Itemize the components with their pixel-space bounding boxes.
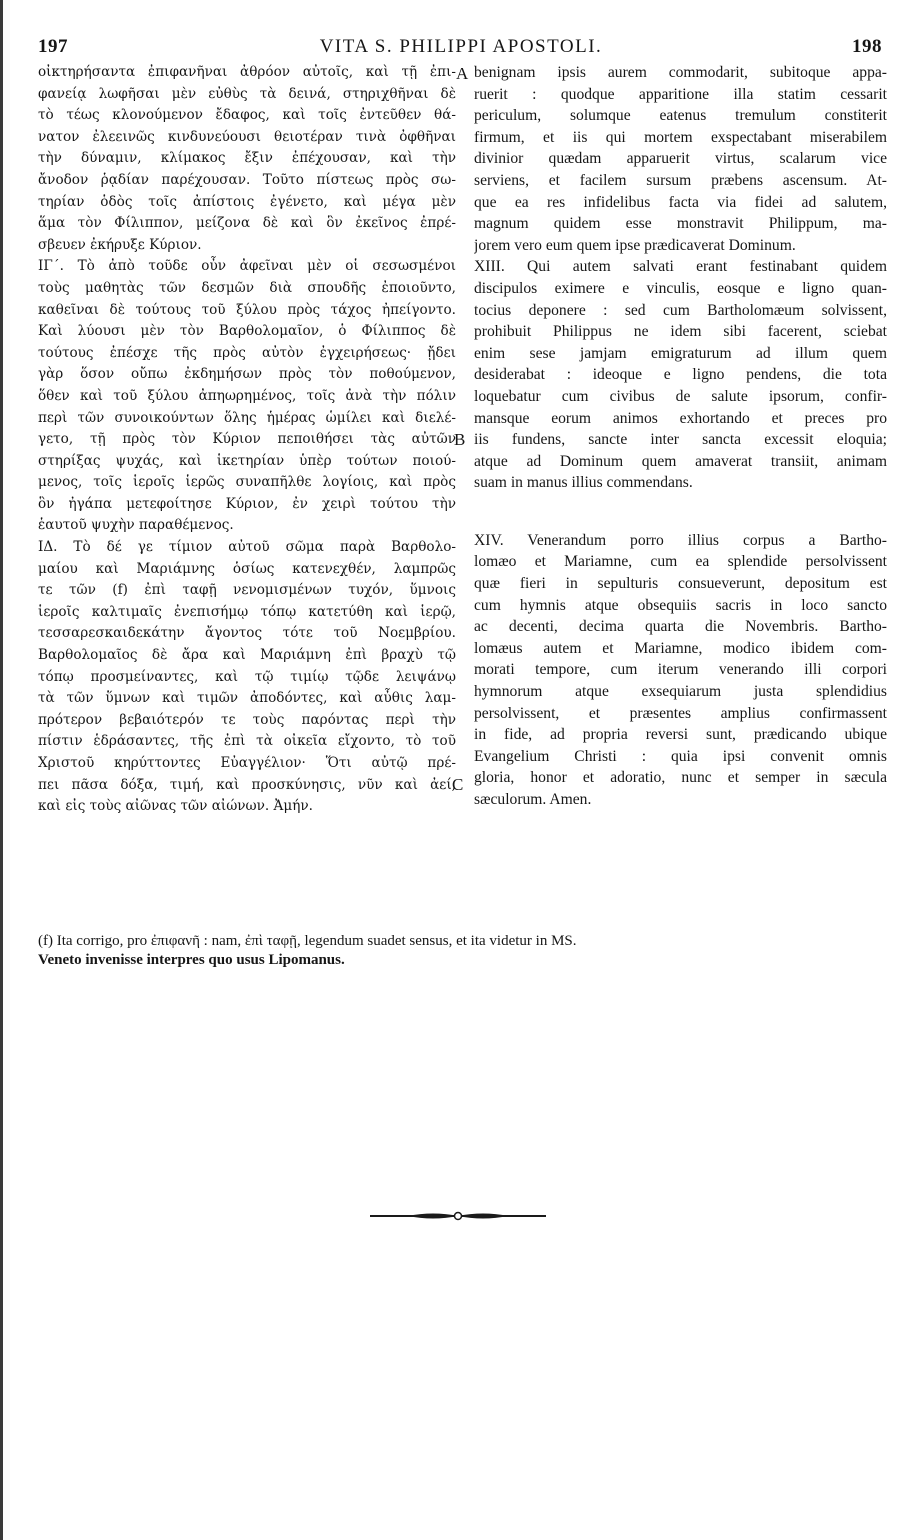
text-line: ἅμα τὸν Φίλιππον, μείζονα δὲ καὶ ὃν ἐκεῖνος ἐπρέ-	[38, 215, 456, 232]
text-line: καθεῖναι δὲ τούτους τοῦ ξύλου πρὸς τάχος ἠπείγοντο.	[38, 301, 456, 318]
text-line: πρότερον βεβαιότερόν τε τοὺς παρόντας περὶ τὴν	[38, 711, 456, 728]
text-line: νατον ἐλεεινῶς κινδυνεύουσι θειοτέραν τινὰ ὀφθῆναι	[38, 128, 456, 145]
section-gap	[474, 494, 887, 530]
text-line: que ea res infidelibus facta via fidei ad salutem,	[474, 193, 887, 211]
text-line: loquebatur cum civibus de salute ipsorum, confir-	[474, 387, 887, 405]
text-line: τεσσαρεσκαιδεκάτην ἄγοντος τότε τοῦ Νοεμβρίου.	[38, 625, 456, 642]
text-line: οἰκτηρήσαντα ἐπιφανῆναι ἀθρόον αὐτοῖς, καὶ τῇ ἐπι-	[38, 64, 456, 80]
text-line: in fide, ad propria reversi sunt, prædicando ubique	[474, 726, 887, 744]
text-line: τὸ τέως κλονούμενον ἔδαφος, καὶ τοῖς ἐντεῦθεν θά-	[38, 107, 456, 124]
text-line: XIII. Qui autem salvati erant festinabant quidem	[474, 258, 887, 276]
margin-marker-c: C	[452, 775, 464, 794]
text-line: benignam ipsis aurem commodarit, subitoque appa-	[474, 64, 887, 81]
text-line: ὃν ἠγάπα μετεφοίτησε Κύριον, ἐν χειρὶ τούτου τὴν	[38, 495, 456, 512]
text-line: lomæo et Mariamne, cum ea splendide persolvissent	[474, 553, 887, 571]
text-line: στηρίξας ψυχάς, καὶ ἱκετηρίαν ὑπὲρ τούτων ποιού-	[38, 452, 456, 469]
text-line: suam in manus illius commendans.	[474, 474, 693, 492]
text-line: firmum, et iis qui mortem exspectabant miserabilem	[474, 128, 887, 146]
text-line: gloria, honor et adoratio, nunc et semper in sæcula	[474, 769, 887, 787]
text-line: ΙΔ. Τὸ δέ γε τίμιον αὐτοῦ σῶμα παρὰ Βαρθολο-	[38, 539, 456, 556]
text-line: prohibuit Philippus ne idem sibi facerent, sciebat	[474, 323, 887, 341]
right-page-number: 198	[852, 36, 882, 57]
footnote-line: (f) Ita corrigo, pro ἐπιφανῆ : nam, ἐπὶ ταφῇ, legendum suadet sensus, et ita videtur in MS.	[38, 933, 577, 949]
running-title: VITA S. PHILIPPI APOSTOLI.	[319, 36, 603, 57]
text-line: XIV. Venerandum porro illius corpus a Bartho-	[474, 531, 887, 549]
text-line: quæ fieri in sepulturis consueverunt, depositum est	[474, 575, 887, 593]
text-line: sæculorum. Amen.	[474, 791, 592, 808]
left-page-number: 197	[38, 36, 68, 57]
text-line: atque ad Dominum quem amaverat transiit, animam	[474, 452, 887, 470]
end-ornament	[368, 1209, 548, 1223]
text-line: ἄνοδον ῥᾳδίαν παρέχουσαν. Τοῦτο πίστεως πρὸς σω-	[38, 171, 456, 188]
text-line: magnum quidem esse monstravit Philippum, ma-	[474, 215, 887, 233]
text-line: μαίου καὶ Μαριάμνης ὁσίως κατενεχθέν, λαμπρῶς	[38, 560, 456, 577]
text-line: περὶ τῶν συνοικούντων ὅλης ἡμέρας ὡμίλει καὶ διελέ-	[38, 409, 456, 426]
text-line: τὰ τῶν ὕμνων καὶ τιμῶν ἀποδόντες, καὶ αὖθις λαμ-	[38, 690, 456, 707]
text-line: morati tempore, cum iterum venerando illi corpori	[474, 661, 887, 679]
text-line: enim sese jamjam emigraturum ad illum quem	[474, 344, 887, 362]
text-line: persolvissent, et præsentes amplius confirmassent	[474, 704, 887, 722]
footnote-line: Veneto invenisse interpres quo usus Lipomanus.	[38, 952, 345, 968]
text-line: ἱεροῖς καλτιμαῖς ἐνεπισήμῳ τόπῳ κατετύθη καὶ ἱερῷ,	[38, 603, 456, 620]
text-line: periculum, solumque eatenus tremulum constiterit	[474, 107, 887, 125]
text-line: τηρίαν ὁδὸς τοῖς ἀπίστοις ἐγένετο, καὶ μέγα μὲν	[38, 193, 456, 210]
text-line: tocius deponere : sed cum Bartholomæum solvissent,	[474, 301, 887, 319]
text-line: τούτους ἐπέσχε τῆς πρὸς αὐτὸν ἐγχειρήσεως· ᾔδει	[38, 344, 456, 361]
text-line: ac decenti, decima quarta die Novembris. Bartho-	[474, 618, 887, 636]
text-line: hymnorum atque exsequiarum justa splendidius	[474, 683, 887, 701]
text-line: mansque eorum animos exhortando et preces pro	[474, 409, 887, 427]
text-line: φανείᾳ λωφῆσαι μὲν εὐθὺς τὰ δεινά, στηριχθῆναι δὲ	[38, 85, 456, 102]
text-line: iis fundens, sancte inter sancta excessit eloquia;	[474, 431, 887, 449]
text-line: σβευεν ἐκήρυξε Κύριον.	[38, 236, 202, 253]
text-line: μενος, τοῖς ἱεροῖς ἱερῶς συναπῆλθε λογίοις, καὶ πρὸς	[38, 474, 456, 491]
text-line: τε τῶν (f) ἐπὶ ταφῇ νενομισμένων τυχόν, ὕμνοις	[38, 582, 456, 599]
margin-marker-b: B	[454, 430, 466, 449]
latin-column	[474, 62, 887, 811]
page-edge	[0, 0, 3, 1540]
text-line: divinior quædam apparuerit virtus, scalarum vice	[474, 150, 887, 168]
text-line: γὰρ ὅσον οὔπω ἐκδημήσων πρὸς τὸν ποθούμενον,	[38, 366, 456, 383]
text-line: τὴν δύναμιν, κλίμακος ἔξιν ἐπέχουσαν, καὶ τὴν	[38, 150, 456, 167]
text-line: πει πᾶσα δόξα, τιμή, καὶ προσκύνησις, νῦν καὶ ἀεί,	[38, 776, 456, 793]
text-line: Βαρθολομαῖος δὲ ἄρα καὶ Μαριάμνη ἐπὶ βραχὺ τῷ	[38, 647, 456, 664]
text-line: τοὺς μαθητὰς τῶν δεσμῶν διὰ σπουδῆς ἐποιοῦντο,	[38, 279, 456, 296]
text-line: discipulos eximere e vinculis, eosque e ligno quan-	[474, 279, 887, 297]
greek-column	[38, 62, 456, 818]
text-line: ΙΓ΄. Τὸ ἀπὸ τοῦδε οὖν ἀφεῖναι μὲν οἱ σεσωσμένοι	[38, 258, 456, 275]
text-line: καὶ εἰς τοὺς αἰῶνας τῶν αἰώνων. Ἀμήν.	[38, 798, 313, 815]
text-line: jorem vero eum quem ipse prædicaverat Dominum.	[474, 236, 796, 254]
text-line: serviens, et facilem sursum præbens ascensum. At-	[474, 171, 887, 189]
text-line: πίστιν ἑδράσαντες, τῆς ἐπὶ τὰ οἰκεῖα εἴχοντο, τὸ τοῦ	[38, 733, 456, 750]
text-line: Evangelium Christi : quia ipsi convenit omnis	[474, 747, 887, 765]
margin-marker-a: A	[456, 64, 469, 83]
text-line: Χριστοῦ κηρύττοντες Εὐαγγέλιον· Ὅτι αὐτῷ πρέ-	[38, 755, 456, 771]
text-line: ὅθεν καὶ τοῦ ξύλου ἀπηωρημένος, τοῖς ἀνὰ τὴν πόλιν	[38, 387, 456, 404]
text-line: lomæus autem et Mariamne, modico ibidem com-	[474, 639, 887, 657]
text-line: cum hymnis atque obsequiis sacris in loco sancto	[474, 596, 887, 614]
text-line: γετο, τῇ πρὸς τὸν Κύριον πεποιθήσει τὰς αὐτῶν	[38, 431, 456, 448]
text-line: ruerit : quodque apparitione illa statim cessarit	[474, 85, 887, 103]
text-line: τόπῳ προσμείναντες, καὶ τῷ τιμίῳ τῷδε λειψάνῳ	[38, 668, 456, 685]
text-line: ἑαυτοῦ ψυχὴν παραθέμενος.	[38, 517, 234, 534]
text-line: desiderabat : ideoque e ligno pendens, die tota	[474, 366, 887, 384]
footnote	[38, 932, 888, 970]
text-line: Καὶ λύουσι μὲν τὸν Βαρθολομαῖον, ὁ Φίλιππος δὲ	[38, 323, 456, 340]
